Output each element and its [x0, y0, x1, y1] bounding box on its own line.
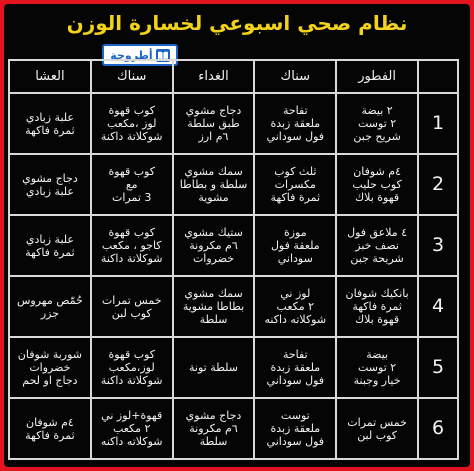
cell-dinner	[9, 276, 91, 337]
cell-line: مكسرات	[274, 178, 316, 191]
page-title: نظام صحي اسبوعي لخسارة الوزن	[66, 11, 408, 35]
cell-line: ثمرة فاكهة	[25, 123, 75, 137]
cell-line: ملعقة فول	[270, 239, 320, 252]
day-number: 1	[418, 93, 458, 154]
cell-line: قهوة+لوز ني	[101, 409, 163, 422]
cell-line: ٦م ارز	[198, 130, 229, 143]
cell-line: شوكلاتة داكنة	[100, 130, 163, 143]
cell-line: سمك مشوي	[184, 287, 243, 300]
cell-line: كوب لبن	[111, 306, 152, 320]
cell-line: علبة زبادي	[25, 184, 74, 198]
cell-line: علبة زبادي	[25, 232, 74, 246]
cell-breakfast	[336, 398, 418, 459]
cell-lunch	[173, 337, 255, 398]
cell-snack-2	[91, 154, 173, 215]
cell-lunch	[173, 93, 255, 154]
table-header-row	[9, 60, 458, 93]
cell-dinner	[9, 337, 91, 398]
cell-line: ٦م مكرونة	[189, 422, 238, 435]
cell-line: تفاحة	[282, 348, 308, 361]
day-number: 3	[418, 215, 458, 276]
cell-line: دجاج مشوي	[185, 104, 242, 117]
cell-snack-1	[254, 337, 336, 398]
cell-lunch	[173, 276, 255, 337]
cell-lunch	[173, 215, 255, 276]
cell-line: بيضة	[366, 348, 389, 361]
header-snack-2: سناك	[91, 60, 173, 93]
cell-breakfast	[336, 337, 418, 398]
cell-dinner	[9, 93, 91, 154]
cell-line: 3 تمرات	[112, 191, 152, 204]
table-row	[9, 154, 458, 215]
cell-line: علبة زبادي	[25, 110, 74, 124]
cell-line: فول سوداني	[266, 130, 325, 143]
cell-line: كوب قهوة	[108, 348, 155, 361]
cell-line: ملعقة زبدة	[270, 361, 321, 374]
cell-snack-1	[254, 276, 336, 337]
cell-line: سمك مشوي	[184, 165, 243, 178]
table-row	[9, 398, 458, 459]
header-lunch: الغداء	[173, 60, 255, 93]
table-row	[9, 276, 458, 337]
cell-line: تفاحة	[282, 104, 308, 117]
cell-line: سلطة	[199, 313, 228, 326]
day-number: 4	[418, 276, 458, 337]
cell-line: كوب قهوة	[108, 104, 155, 117]
cell-snack-2	[91, 93, 173, 154]
cell-line: ٢ مكعب	[112, 422, 151, 435]
cell-line: فول سوداني	[266, 374, 325, 387]
meal-plan-table	[8, 59, 459, 460]
day-number: 2	[418, 154, 458, 215]
cell-line: خضروات	[192, 252, 235, 265]
cell-line: مع	[125, 178, 138, 191]
cell-line: ثلث كوب	[274, 165, 317, 178]
cell-line: سلطة و بطاطا	[179, 178, 248, 191]
cell-breakfast	[336, 276, 418, 337]
header-snack-1: سناك	[254, 60, 336, 93]
cell-line: كوب قهوة	[108, 226, 155, 239]
cell-line: دجاج مشوي	[185, 409, 242, 422]
cell-snack-2	[91, 276, 173, 337]
cell-dinner	[9, 398, 91, 459]
cell-line: ٢ توست	[358, 117, 397, 130]
table-row	[9, 215, 458, 276]
cell-line: خيار وجبنة	[353, 374, 401, 387]
cell-line: موزة	[283, 226, 307, 239]
cell-line: نصف خبز	[355, 239, 399, 252]
cell-line: توست	[280, 409, 310, 422]
cell-breakfast	[336, 93, 418, 154]
cell-line: ثمرة فاكهة	[25, 428, 75, 442]
cell-dinner	[9, 215, 91, 276]
cell-breakfast	[336, 154, 418, 215]
cell-breakfast	[336, 215, 418, 276]
cell-line: سوداني	[277, 252, 313, 265]
cell-line: ٢ توست	[358, 361, 397, 374]
cell-line: ٢ مكعب	[276, 300, 315, 313]
cell-line: كوب قهوة	[108, 165, 155, 178]
cell-line: خمس تمرات	[347, 415, 407, 429]
cell-line: بانكيك شوفان	[345, 287, 409, 300]
cell-line: سلطة تونة	[189, 361, 238, 374]
cell-line: حُمّص مهروس	[16, 293, 83, 307]
cell-line: كوب حليب	[352, 178, 402, 191]
cell-line: ٤م شوفان	[353, 165, 402, 178]
cell-snack-1	[254, 154, 336, 215]
cell-line: كاجو ، مكعب	[101, 239, 162, 252]
cell-lunch	[173, 154, 255, 215]
day-number: 6	[418, 398, 458, 459]
header-breakfast: الفطور	[336, 60, 418, 93]
cell-line: شوربة شوفان	[17, 348, 83, 361]
header-dinner: العشا	[9, 60, 91, 93]
cell-line: فول سوداني	[266, 435, 325, 448]
cell-snack-2	[91, 398, 173, 459]
cell-line: شوكلاته داكنه	[100, 435, 163, 448]
table-row	[9, 93, 458, 154]
cell-snack-2	[91, 337, 173, 398]
cell-line: دجاج مشوي	[22, 171, 78, 185]
day-number: 5	[418, 337, 458, 398]
cell-line: ثمرة فاكهة	[270, 191, 321, 204]
cell-snack-2	[91, 215, 173, 276]
cell-line: بطاطا مشوية	[182, 300, 245, 313]
cell-line: ٦م مكرونة	[189, 239, 238, 252]
cell-snack-1	[254, 215, 336, 276]
cell-line: لوز،مكعب	[108, 361, 155, 374]
cell-line: مشوية	[198, 191, 229, 204]
cell-snack-1	[254, 93, 336, 154]
cell-line: شريح جبن	[353, 130, 401, 143]
cell-line: طبق سلطة	[187, 117, 240, 130]
cell-line: ٢ بيضة	[361, 104, 393, 117]
cell-line: ملعقة زبدة	[270, 117, 321, 130]
cell-line: شوكلاته داكنه	[264, 313, 327, 326]
cell-lunch	[173, 398, 255, 459]
cell-dinner	[9, 154, 91, 215]
cell-line: ثمرة فاكهة	[352, 300, 402, 313]
cell-line: ٤ ملاعق فول	[347, 226, 408, 239]
cell-line: قهوة بلاك	[355, 313, 400, 326]
header-day	[418, 60, 458, 93]
cell-line: كوب لبن	[357, 428, 398, 442]
cell-line: ثمرة فاكهة	[25, 245, 75, 259]
cell-line: ستيك مشوي	[184, 226, 243, 239]
cell-line: قهوة بلاك	[355, 191, 400, 204]
cell-line: خضروات	[29, 361, 71, 374]
cell-line: ٤م شوفان	[25, 415, 74, 429]
table-row	[9, 337, 458, 398]
cell-line: لوز ،مكعب	[106, 117, 157, 130]
cell-line: شوكلاتة داكنة	[100, 252, 163, 265]
cell-line: جزر	[40, 306, 59, 320]
cell-line: سلطة	[199, 435, 228, 448]
cell-line: دجاج او لحم	[22, 374, 78, 387]
cell-line: شريحة جبن	[350, 252, 404, 265]
cell-snack-1	[254, 398, 336, 459]
cell-line: خمس تمرات	[101, 293, 162, 307]
cell-line: لوز ني	[280, 287, 311, 300]
cell-line: ملعقة زبدة	[270, 422, 321, 435]
brand-badge-text: أطروحة	[110, 48, 153, 62]
cell-line: شوكلاتة داكنة	[100, 374, 163, 387]
